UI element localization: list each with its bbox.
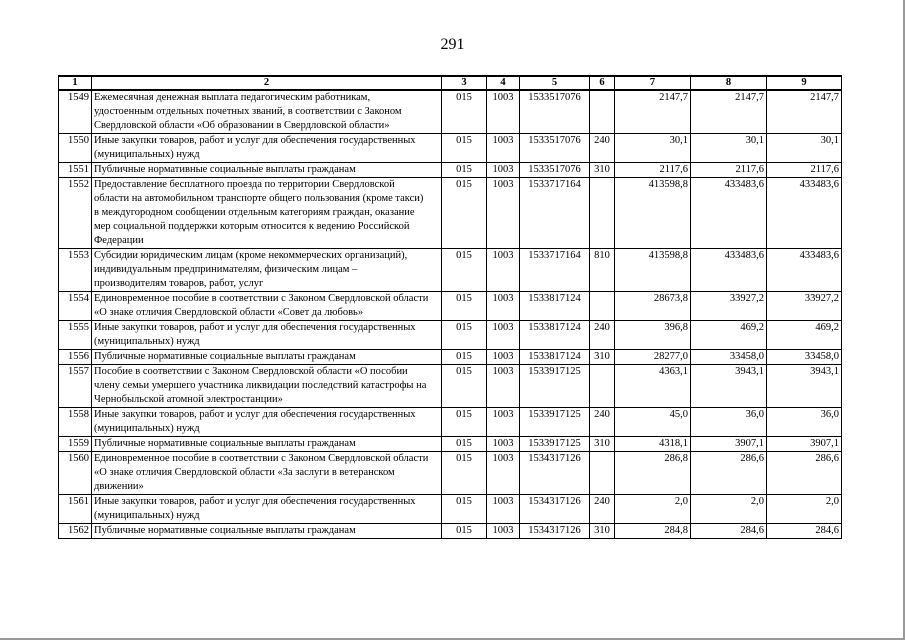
row-number: 1550 xyxy=(59,134,92,163)
section-code: 1003 xyxy=(487,163,520,178)
description-line: Публичные нормативные социальные выплаты гражданам xyxy=(94,525,356,536)
section-code: 1003 xyxy=(487,365,520,408)
admin-code: 015 xyxy=(442,249,487,292)
table-row xyxy=(59,134,842,163)
column-header: 8 xyxy=(691,76,767,90)
table-row xyxy=(59,292,842,321)
column-header: 2 xyxy=(92,76,442,90)
admin-code: 015 xyxy=(442,365,487,408)
description-line: Иные закупки товаров, работ и услуг для обеспечения государственных xyxy=(94,135,416,146)
description-line: движении» xyxy=(94,481,144,492)
row-number: 1561 xyxy=(59,495,92,524)
amount-year-3: 284,6 xyxy=(767,524,842,539)
amount-year-1: 45,0 xyxy=(615,408,691,437)
row-number: 1555 xyxy=(59,321,92,350)
amount-year-1: 2147,7 xyxy=(615,90,691,134)
description-line: области на автомобильном транспорте общего пользования (кроме такси) xyxy=(94,193,424,204)
target-code: 1533917125 xyxy=(520,365,590,408)
row-description xyxy=(92,408,442,437)
description-line: (муниципальных) нужд xyxy=(94,149,200,160)
description-line: Иные закупки товаров, работ и услуг для обеспечения государственных xyxy=(94,496,416,507)
amount-year-3: 3943,1 xyxy=(767,365,842,408)
row-number: 1554 xyxy=(59,292,92,321)
amount-year-3: 469,2 xyxy=(767,321,842,350)
description-line: Федерации xyxy=(94,235,144,246)
expense-type-code xyxy=(590,452,615,495)
amount-year-3: 36,0 xyxy=(767,408,842,437)
row-description xyxy=(92,350,442,365)
table-row xyxy=(59,163,842,178)
description-line: Иные закупки товаров, работ и услуг для обеспечения государственных xyxy=(94,322,416,333)
row-number: 1551 xyxy=(59,163,92,178)
target-code: 1533717164 xyxy=(520,249,590,292)
amount-year-3: 433483,6 xyxy=(767,178,842,249)
target-code: 1533817124 xyxy=(520,350,590,365)
expense-type-code xyxy=(590,178,615,249)
amount-year-1: 30,1 xyxy=(615,134,691,163)
expense-type-code: 240 xyxy=(590,408,615,437)
admin-code: 015 xyxy=(442,452,487,495)
row-description xyxy=(92,249,442,292)
description-line: Чернобыльской атомной электростанции» xyxy=(94,394,283,405)
target-code: 1533917125 xyxy=(520,408,590,437)
amount-year-2: 2117,6 xyxy=(691,163,767,178)
row-number: 1557 xyxy=(59,365,92,408)
table-row xyxy=(59,495,842,524)
description-line: члену семьи умершего участника ликвидации последствий катастрофы на xyxy=(94,380,427,391)
admin-code: 015 xyxy=(442,408,487,437)
amount-year-1: 413598,8 xyxy=(615,178,691,249)
table-row xyxy=(59,350,842,365)
table-row xyxy=(59,408,842,437)
amount-year-3: 2,0 xyxy=(767,495,842,524)
amount-year-3: 433483,6 xyxy=(767,249,842,292)
admin-code: 015 xyxy=(442,90,487,134)
admin-code: 015 xyxy=(442,350,487,365)
column-header: 5 xyxy=(520,76,590,90)
description-line: Предоставление бесплатного проезда по территории Свердловской xyxy=(94,179,395,190)
description-line: индивидуальным предпринимателям, физическим лицам – xyxy=(94,264,358,275)
admin-code: 015 xyxy=(442,437,487,452)
table-row xyxy=(59,178,842,249)
description-line: Единовременное пособие в соответствии с Законом Свердловской области xyxy=(94,453,429,464)
admin-code: 015 xyxy=(442,495,487,524)
section-code: 1003 xyxy=(487,249,520,292)
description-line: Публичные нормативные социальные выплаты гражданам xyxy=(94,351,356,362)
row-number: 1552 xyxy=(59,178,92,249)
table-row xyxy=(59,365,842,408)
section-code: 1003 xyxy=(487,437,520,452)
target-code: 1533517076 xyxy=(520,90,590,134)
section-code: 1003 xyxy=(487,408,520,437)
row-description xyxy=(92,437,442,452)
row-number: 1549 xyxy=(59,90,92,134)
row-description xyxy=(92,163,442,178)
amount-year-1: 28673,8 xyxy=(615,292,691,321)
expense-type-code: 310 xyxy=(590,350,615,365)
row-description xyxy=(92,90,442,134)
row-description xyxy=(92,321,442,350)
description-line: Субсидии юридическим лицам (кроме некоммерческих организаций), xyxy=(94,250,408,261)
amount-year-2: 3943,1 xyxy=(691,365,767,408)
column-header: 9 xyxy=(767,76,842,90)
admin-code: 015 xyxy=(442,321,487,350)
section-code: 1003 xyxy=(487,495,520,524)
table-row xyxy=(59,321,842,350)
amount-year-3: 286,6 xyxy=(767,452,842,495)
column-header: 3 xyxy=(442,76,487,90)
description-line: Иные закупки товаров, работ и услуг для обеспечения государственных xyxy=(94,409,416,420)
target-code: 1533917125 xyxy=(520,437,590,452)
table-row xyxy=(59,249,842,292)
table-row xyxy=(59,524,842,539)
table-row xyxy=(59,452,842,495)
amount-year-2: 433483,6 xyxy=(691,178,767,249)
amount-year-1: 286,8 xyxy=(615,452,691,495)
amount-year-1: 28277,0 xyxy=(615,350,691,365)
description-line: (муниципальных) нужд xyxy=(94,336,200,347)
admin-code: 015 xyxy=(442,163,487,178)
column-header: 4 xyxy=(487,76,520,90)
section-code: 1003 xyxy=(487,134,520,163)
amount-year-3: 33927,2 xyxy=(767,292,842,321)
row-number: 1560 xyxy=(59,452,92,495)
target-code: 1534317126 xyxy=(520,452,590,495)
amount-year-2: 36,0 xyxy=(691,408,767,437)
row-description xyxy=(92,524,442,539)
description-line: Публичные нормативные социальные выплаты гражданам xyxy=(94,438,356,449)
amount-year-2: 2147,7 xyxy=(691,90,767,134)
target-code: 1534317126 xyxy=(520,495,590,524)
description-line: «О знаке отличия Свердловской области «За заслуги в ветеранском xyxy=(94,467,395,478)
amount-year-1: 2,0 xyxy=(615,495,691,524)
amount-year-2: 286,6 xyxy=(691,452,767,495)
amount-year-2: 33458,0 xyxy=(691,350,767,365)
description-line: мер социальной поддержки которым относится к ведению Российской xyxy=(94,221,410,232)
column-header: 6 xyxy=(590,76,615,90)
section-code: 1003 xyxy=(487,524,520,539)
amount-year-3: 3907,1 xyxy=(767,437,842,452)
expense-type-code: 810 xyxy=(590,249,615,292)
row-description xyxy=(92,365,442,408)
row-number: 1559 xyxy=(59,437,92,452)
target-code: 1533717164 xyxy=(520,178,590,249)
expense-type-code: 310 xyxy=(590,437,615,452)
amount-year-3: 2147,7 xyxy=(767,90,842,134)
expense-type-code: 310 xyxy=(590,163,615,178)
row-number: 1558 xyxy=(59,408,92,437)
amount-year-3: 2117,6 xyxy=(767,163,842,178)
description-line: Публичные нормативные социальные выплаты гражданам xyxy=(94,164,356,175)
section-code: 1003 xyxy=(487,178,520,249)
expense-type-code: 240 xyxy=(590,495,615,524)
row-description xyxy=(92,178,442,249)
section-code: 1003 xyxy=(487,350,520,365)
admin-code: 015 xyxy=(442,134,487,163)
description-line: Ежемесячная денежная выплата педагогическим работникам, xyxy=(94,92,371,103)
target-code: 1533517076 xyxy=(520,163,590,178)
row-description xyxy=(92,495,442,524)
expense-type-code xyxy=(590,90,615,134)
table-row xyxy=(59,90,842,134)
admin-code: 015 xyxy=(442,178,487,249)
amount-year-2: 284,6 xyxy=(691,524,767,539)
description-line: Свердловской области «Об образовании в Свердловской области» xyxy=(94,120,390,131)
amount-year-2: 30,1 xyxy=(691,134,767,163)
amount-year-3: 30,1 xyxy=(767,134,842,163)
amount-year-1: 4318,1 xyxy=(615,437,691,452)
row-description xyxy=(92,292,442,321)
row-number: 1562 xyxy=(59,524,92,539)
row-description xyxy=(92,452,442,495)
amount-year-1: 284,8 xyxy=(615,524,691,539)
row-number: 1556 xyxy=(59,350,92,365)
description-line: (муниципальных) нужд xyxy=(94,423,200,434)
target-code: 1533817124 xyxy=(520,292,590,321)
amount-year-2: 2,0 xyxy=(691,495,767,524)
row-description xyxy=(92,134,442,163)
amount-year-1: 4363,1 xyxy=(615,365,691,408)
description-line: (муниципальных) нужд xyxy=(94,510,200,521)
target-code: 1534317126 xyxy=(520,524,590,539)
expense-type-code: 240 xyxy=(590,134,615,163)
admin-code: 015 xyxy=(442,292,487,321)
expense-type-code xyxy=(590,292,615,321)
description-line: «О знаке отличия Свердловской области «Совет да любовь» xyxy=(94,307,364,318)
amount-year-2: 33927,2 xyxy=(691,292,767,321)
table-body xyxy=(59,90,842,539)
expense-type-code: 310 xyxy=(590,524,615,539)
amount-year-1: 396,8 xyxy=(615,321,691,350)
table-row xyxy=(59,437,842,452)
amount-year-2: 3907,1 xyxy=(691,437,767,452)
amount-year-2: 433483,6 xyxy=(691,249,767,292)
column-header: 1 xyxy=(59,76,92,90)
description-line: Пособие в соответствии с Законом Свердловской области «О пособии xyxy=(94,366,408,377)
row-number: 1553 xyxy=(59,249,92,292)
expense-type-code xyxy=(590,365,615,408)
section-code: 1003 xyxy=(487,452,520,495)
page-number: 291 xyxy=(440,36,465,53)
description-line: производителям товаров, работ, услуг xyxy=(94,278,264,289)
amount-year-2: 469,2 xyxy=(691,321,767,350)
amount-year-1: 2117,6 xyxy=(615,163,691,178)
target-code: 1533817124 xyxy=(520,321,590,350)
section-code: 1003 xyxy=(487,292,520,321)
description-line: в междугородном сообщении отдельным категориям граждан, оказание xyxy=(94,207,415,218)
amount-year-3: 33458,0 xyxy=(767,350,842,365)
amount-year-1: 413598,8 xyxy=(615,249,691,292)
section-code: 1003 xyxy=(487,321,520,350)
description-line: удостоенным отдельных почетных званий, в соответствии с Законом xyxy=(94,106,402,117)
table-header-row xyxy=(59,76,842,90)
section-code: 1003 xyxy=(487,90,520,134)
expense-type-code: 240 xyxy=(590,321,615,350)
target-code: 1533517076 xyxy=(520,134,590,163)
budget-table xyxy=(58,75,842,539)
column-header: 7 xyxy=(615,76,691,90)
admin-code: 015 xyxy=(442,524,487,539)
description-line: Единовременное пособие в соответствии с Законом Свердловской области xyxy=(94,293,429,304)
